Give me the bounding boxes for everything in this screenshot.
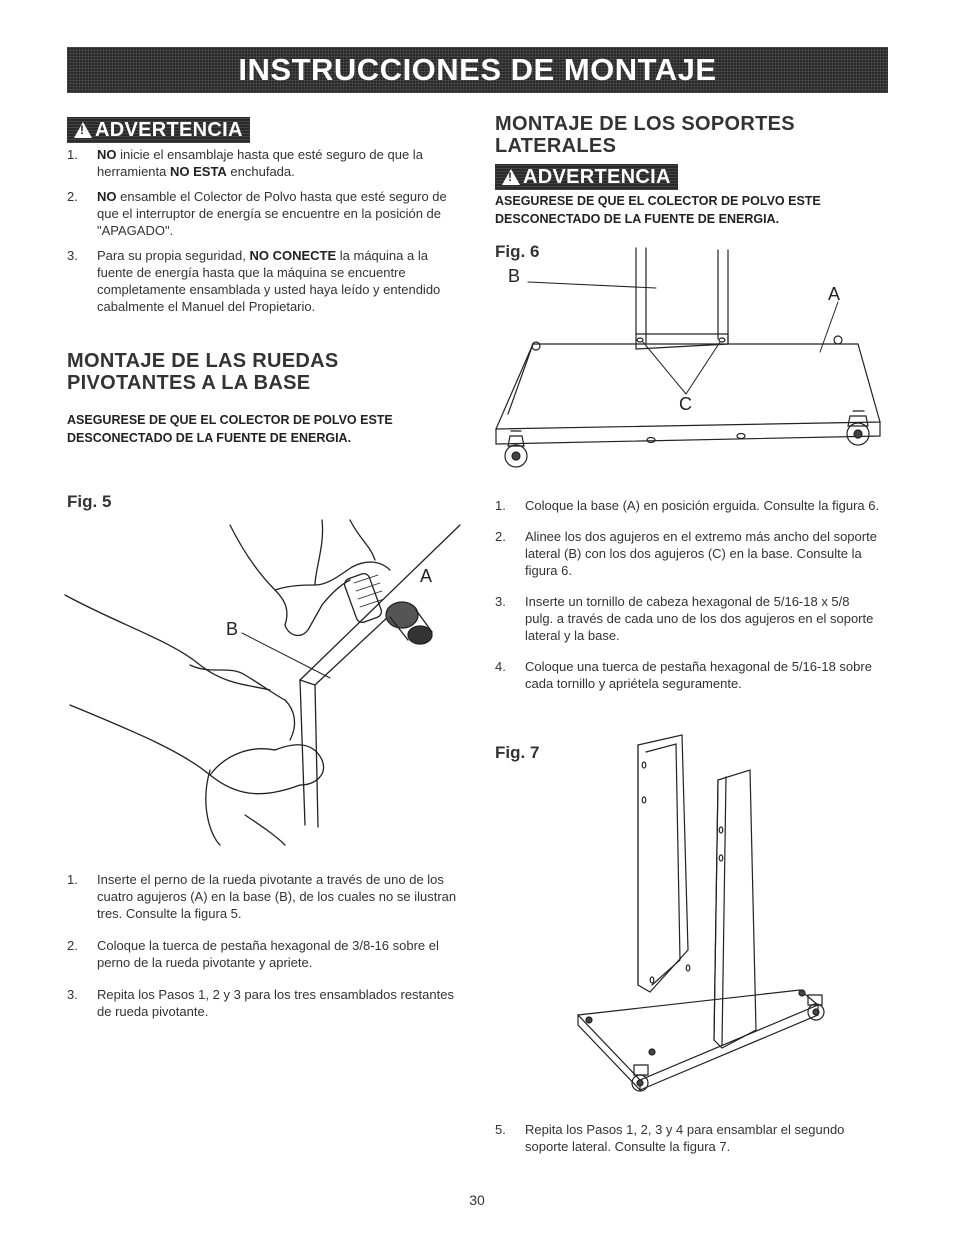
warning-badge-right	[495, 164, 678, 190]
fig5-illustration	[60, 515, 470, 850]
page-number: 30	[469, 1192, 485, 1208]
fig6-callout-a: A	[828, 284, 841, 304]
list-item: 3. Repita los Pasos 1, 2 y 3 para los tres ensamblados restantes de rueda pivotante.	[67, 987, 454, 1019]
warning-triangle-icon	[502, 169, 520, 185]
fig6-label: Fig. 6	[495, 242, 540, 261]
page-title-banner	[67, 47, 888, 93]
fig6-callout-c: C	[679, 394, 692, 414]
list-item: 1. Inserte el perno de la rueda pivotante a través de uno de los cuatro agujeros (A) en la base (B), de los cuales no se ilustran tres. Consulte la figura 5.	[67, 872, 457, 921]
warning-badge-label: ADVERTENCIA	[95, 118, 243, 141]
list-item: 1. Coloque la base (A) en posición erguida. Consulte la figura 6.	[495, 498, 880, 513]
fig5-callout-a: A	[420, 566, 433, 586]
fig6-illustration	[488, 244, 888, 480]
warning-list	[67, 146, 462, 315]
caution-text-right: ASEGURESE DE QUE EL COLECTOR DE POLVO ESTE DESCONECTADO DE LA FUENTE DE ENERGIA.	[495, 194, 821, 226]
list-item: 4. Coloque una tuerca de pestaña hexagonal de 5/16-18 sobre cada tornillo y apriétela seguramente.	[495, 659, 872, 691]
list-item: 1. NO inicie el ensamblaje hasta que esté seguro de que la herramienta NO ESTA enchufada.	[67, 147, 423, 179]
warning-badge-left	[67, 117, 250, 143]
list-item: 5. Repita los Pasos 1, 2, 3 y 4 para ensamblar el segundo soporte lateral. Consulte la figura 7.	[495, 1122, 845, 1154]
warning-badge-label: ADVERTENCIA	[523, 165, 671, 188]
section-title-side-supports: MONTAJE DE LOS SOPORTES LATERALES	[495, 113, 795, 157]
list-item: 2. Coloque la tuerca de pestaña hexagonal de 3/8-16 sobre el perno de la rueda pivotante y apriete.	[67, 938, 439, 970]
fig7-illustration	[570, 730, 840, 1095]
fig5-label: Fig. 5	[67, 492, 112, 511]
fig5-callout-b: B	[226, 619, 239, 639]
list-item: 3. Para su propia seguridad, NO CONECTE la máquina a la fuente de energía hasta que la máquina se encuentre completamente ensamblada y usted haya leído y entendido cabalmente el Manuel del Propietario.	[67, 248, 441, 314]
list-item: 2. Alinee los dos agujeros en el extremo más ancho del soporte lateral (B) con los dos agujeros (C) en la base. Consulte la figura 6.	[495, 529, 877, 578]
list-item: 2. NO ensamble el Colector de Polvo hasta que esté seguro de que el interruptor de energía se encuentre en la posición de "APAGADO".	[67, 189, 447, 238]
casters-steps-list	[67, 871, 462, 1020]
side-supports-steps-list	[495, 497, 880, 692]
warning-triangle-icon	[74, 122, 92, 138]
fig7-label: Fig. 7	[495, 743, 540, 762]
fig6-callout-b: B	[508, 266, 521, 286]
section-title-casters: MONTAJE DE LAS RUEDAS PIVOTANTES A LA BASE	[67, 350, 339, 394]
page-title: INSTRUCCIONES DE MONTAJE	[238, 52, 717, 87]
list-item: 3. Inserte un tornillo de cabeza hexagonal de 5/16-18 x 5/8 pulg. a través de cada uno de los dos agujeros en el soporte lateral y la base.	[495, 594, 874, 643]
final-step-list	[495, 1121, 880, 1155]
caution-text-left: ASEGURESE DE QUE EL COLECTOR DE POLVO ESTE DESCONECTADO DE LA FUENTE DE ENERGIA.	[67, 413, 393, 445]
